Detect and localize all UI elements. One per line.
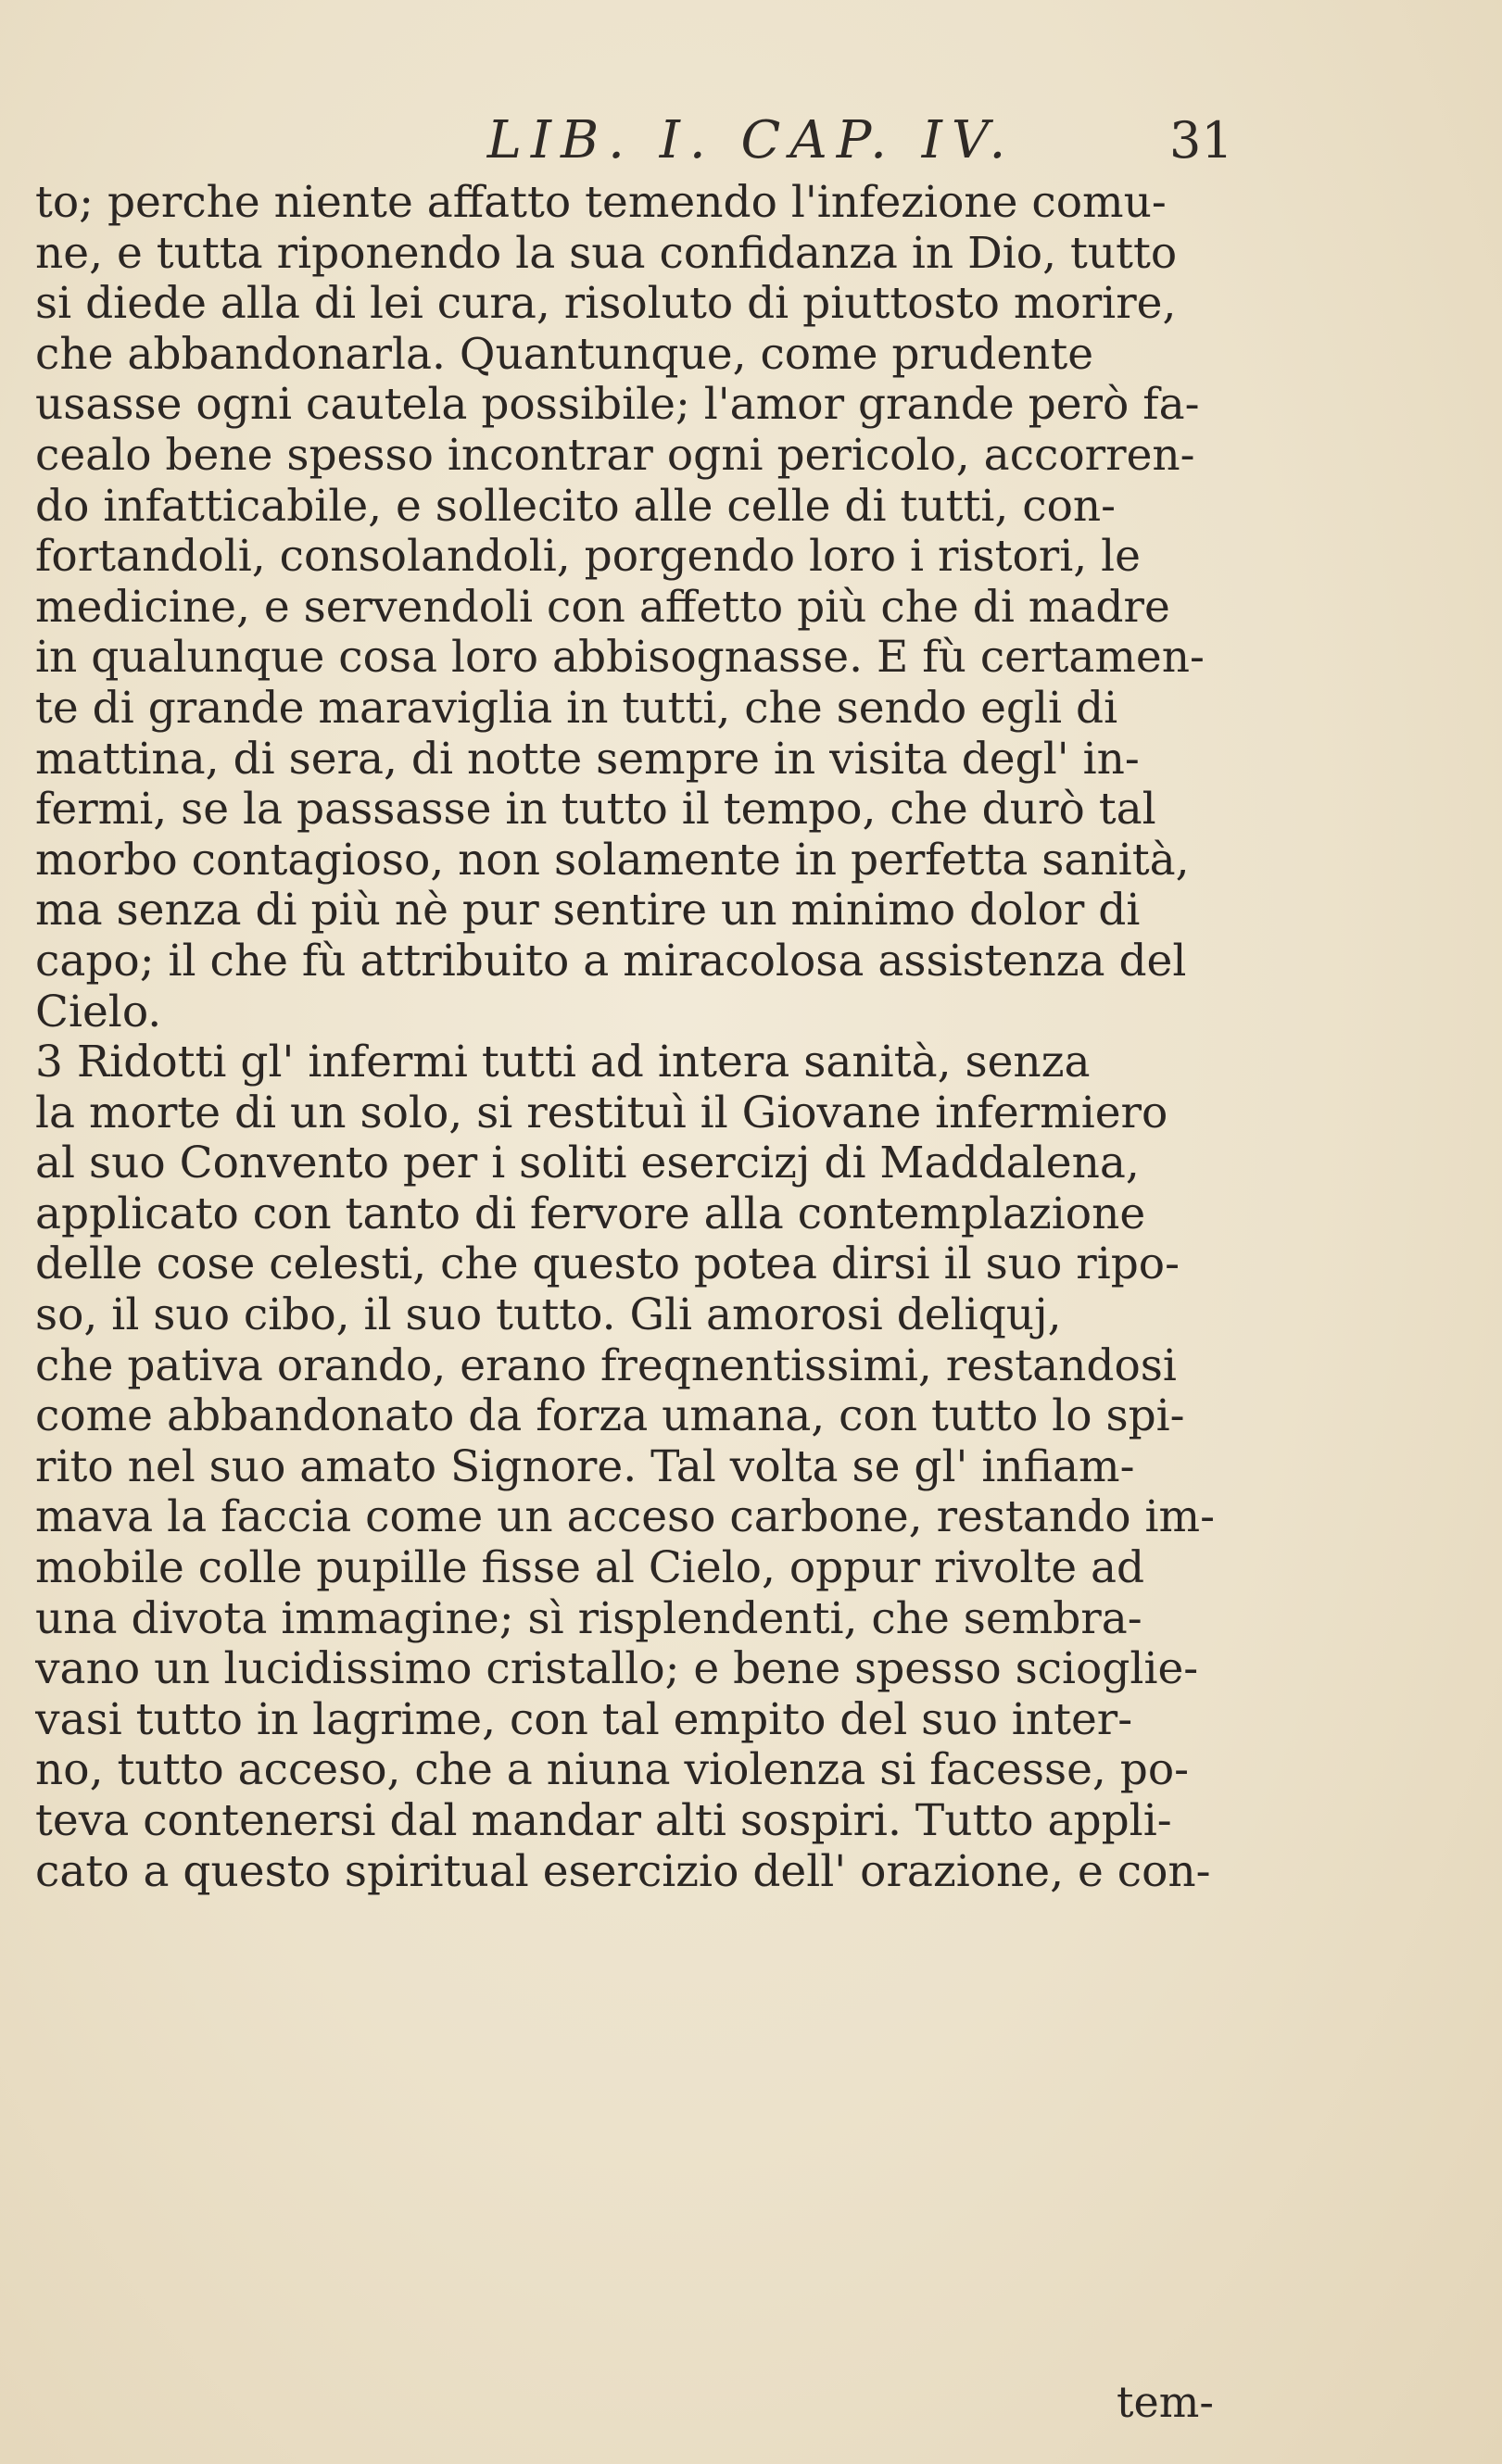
text-line: morbo contagioso, non solamente in perfetta sanità, [35, 835, 1190, 886]
text-line: te di grande maraviglia in tutti, che sendo egli di [35, 683, 1118, 734]
text-line: medicine, e servendoli con affetto più che di madre [35, 582, 1170, 633]
text-line: fermi, se la passasse in tutto il tempo, che durò tal [35, 785, 1156, 836]
text-line: to; perche niente affatto temendo l'infezione comu- [35, 178, 1167, 228]
text-line: che pativa orando, erano freqnentissimi, restandosi [35, 1340, 1177, 1391]
text-line: si diede alla di lei cura, risoluto di piuttosto morire, [35, 279, 1177, 330]
text-line: teva contenersi dal mandar alti sospiri. Tutto appli- [35, 1796, 1172, 1846]
text-line: che abbandonarla. Quantunque, come prudente [35, 329, 1094, 380]
text-line: mobile colle pupille fisse al Cielo, oppur rivolte ad [35, 1543, 1145, 1594]
text-line: fortandoli, consolandoli, porgendo loro i ristori, le [35, 532, 1141, 583]
text-line: usasse ogni cautela possibile; l'amor grande però fa- [35, 380, 1200, 431]
text-line: delle cose celesti, che questo potea dirsi il suo ripo- [35, 1239, 1180, 1290]
text-line: vano un lucidissimo cristallo; e bene spesso scioglie- [35, 1644, 1199, 1695]
text-line: come abbandonato da forza umana, con tutto lo spi- [35, 1391, 1185, 1442]
text-line: capo; il che fù attribuito a miracolosa assistenza del [35, 936, 1187, 987]
page-number: 31 [1169, 111, 1233, 170]
catchword: tem- [1117, 2377, 1214, 2427]
body-text [35, 178, 1305, 1897]
text-line: ma senza di più nè pur sentire un minimo dolor di [35, 886, 1141, 937]
text-line: applicato con tanto di fervore alla contemplazione [35, 1188, 1146, 1239]
text-line: mava la faccia come un acceso carbone, restando im- [35, 1492, 1215, 1543]
page-header [0, 104, 1502, 178]
text-line: al suo Convento per i soliti esercizj di Maddalena, [35, 1138, 1140, 1189]
text-line: so, il suo cibo, il suo tutto. Gli amorosi deliquj, [35, 1290, 1062, 1341]
text-line: vasi tutto in lagrime, con tal empito del suo inter- [35, 1694, 1133, 1745]
text-line: no, tutto acceso, che a niuna violenza si facesse, po- [35, 1745, 1190, 1796]
text-line: rito nel suo amato Signore. Tal volta se gl' infiam- [35, 1441, 1135, 1492]
text-line: cato a questo spiritual esercizio dell' orazione, e con- [35, 1846, 1211, 1897]
text-line: cealo bene spesso incontrar ogni pericolo, accorren- [35, 430, 1195, 481]
running-head: LIB. I. CAP. IV. [486, 110, 1016, 170]
text-line: 3 Ridotti gl' infermi tutti ad intera sanità, senza [35, 1037, 1091, 1088]
text-line: in qualunque cosa loro abbisognasse. E fù certamen- [35, 633, 1205, 684]
text-line: Cielo. [35, 987, 162, 1037]
text-line: la morte di un solo, si restituì il Giovane infermiero [35, 1087, 1168, 1138]
text-line: do infatticabile, e sollecito alle celle di tutti, con- [35, 481, 1117, 532]
text-line: mattina, di sera, di notte sempre in visita degl' in- [35, 734, 1140, 785]
text-line: ne, e tutta riponendo la sua confidanza in Dio, tutto [35, 228, 1178, 279]
text-line: una divota immagine; sì risplendenti, che sembra- [35, 1593, 1142, 1644]
